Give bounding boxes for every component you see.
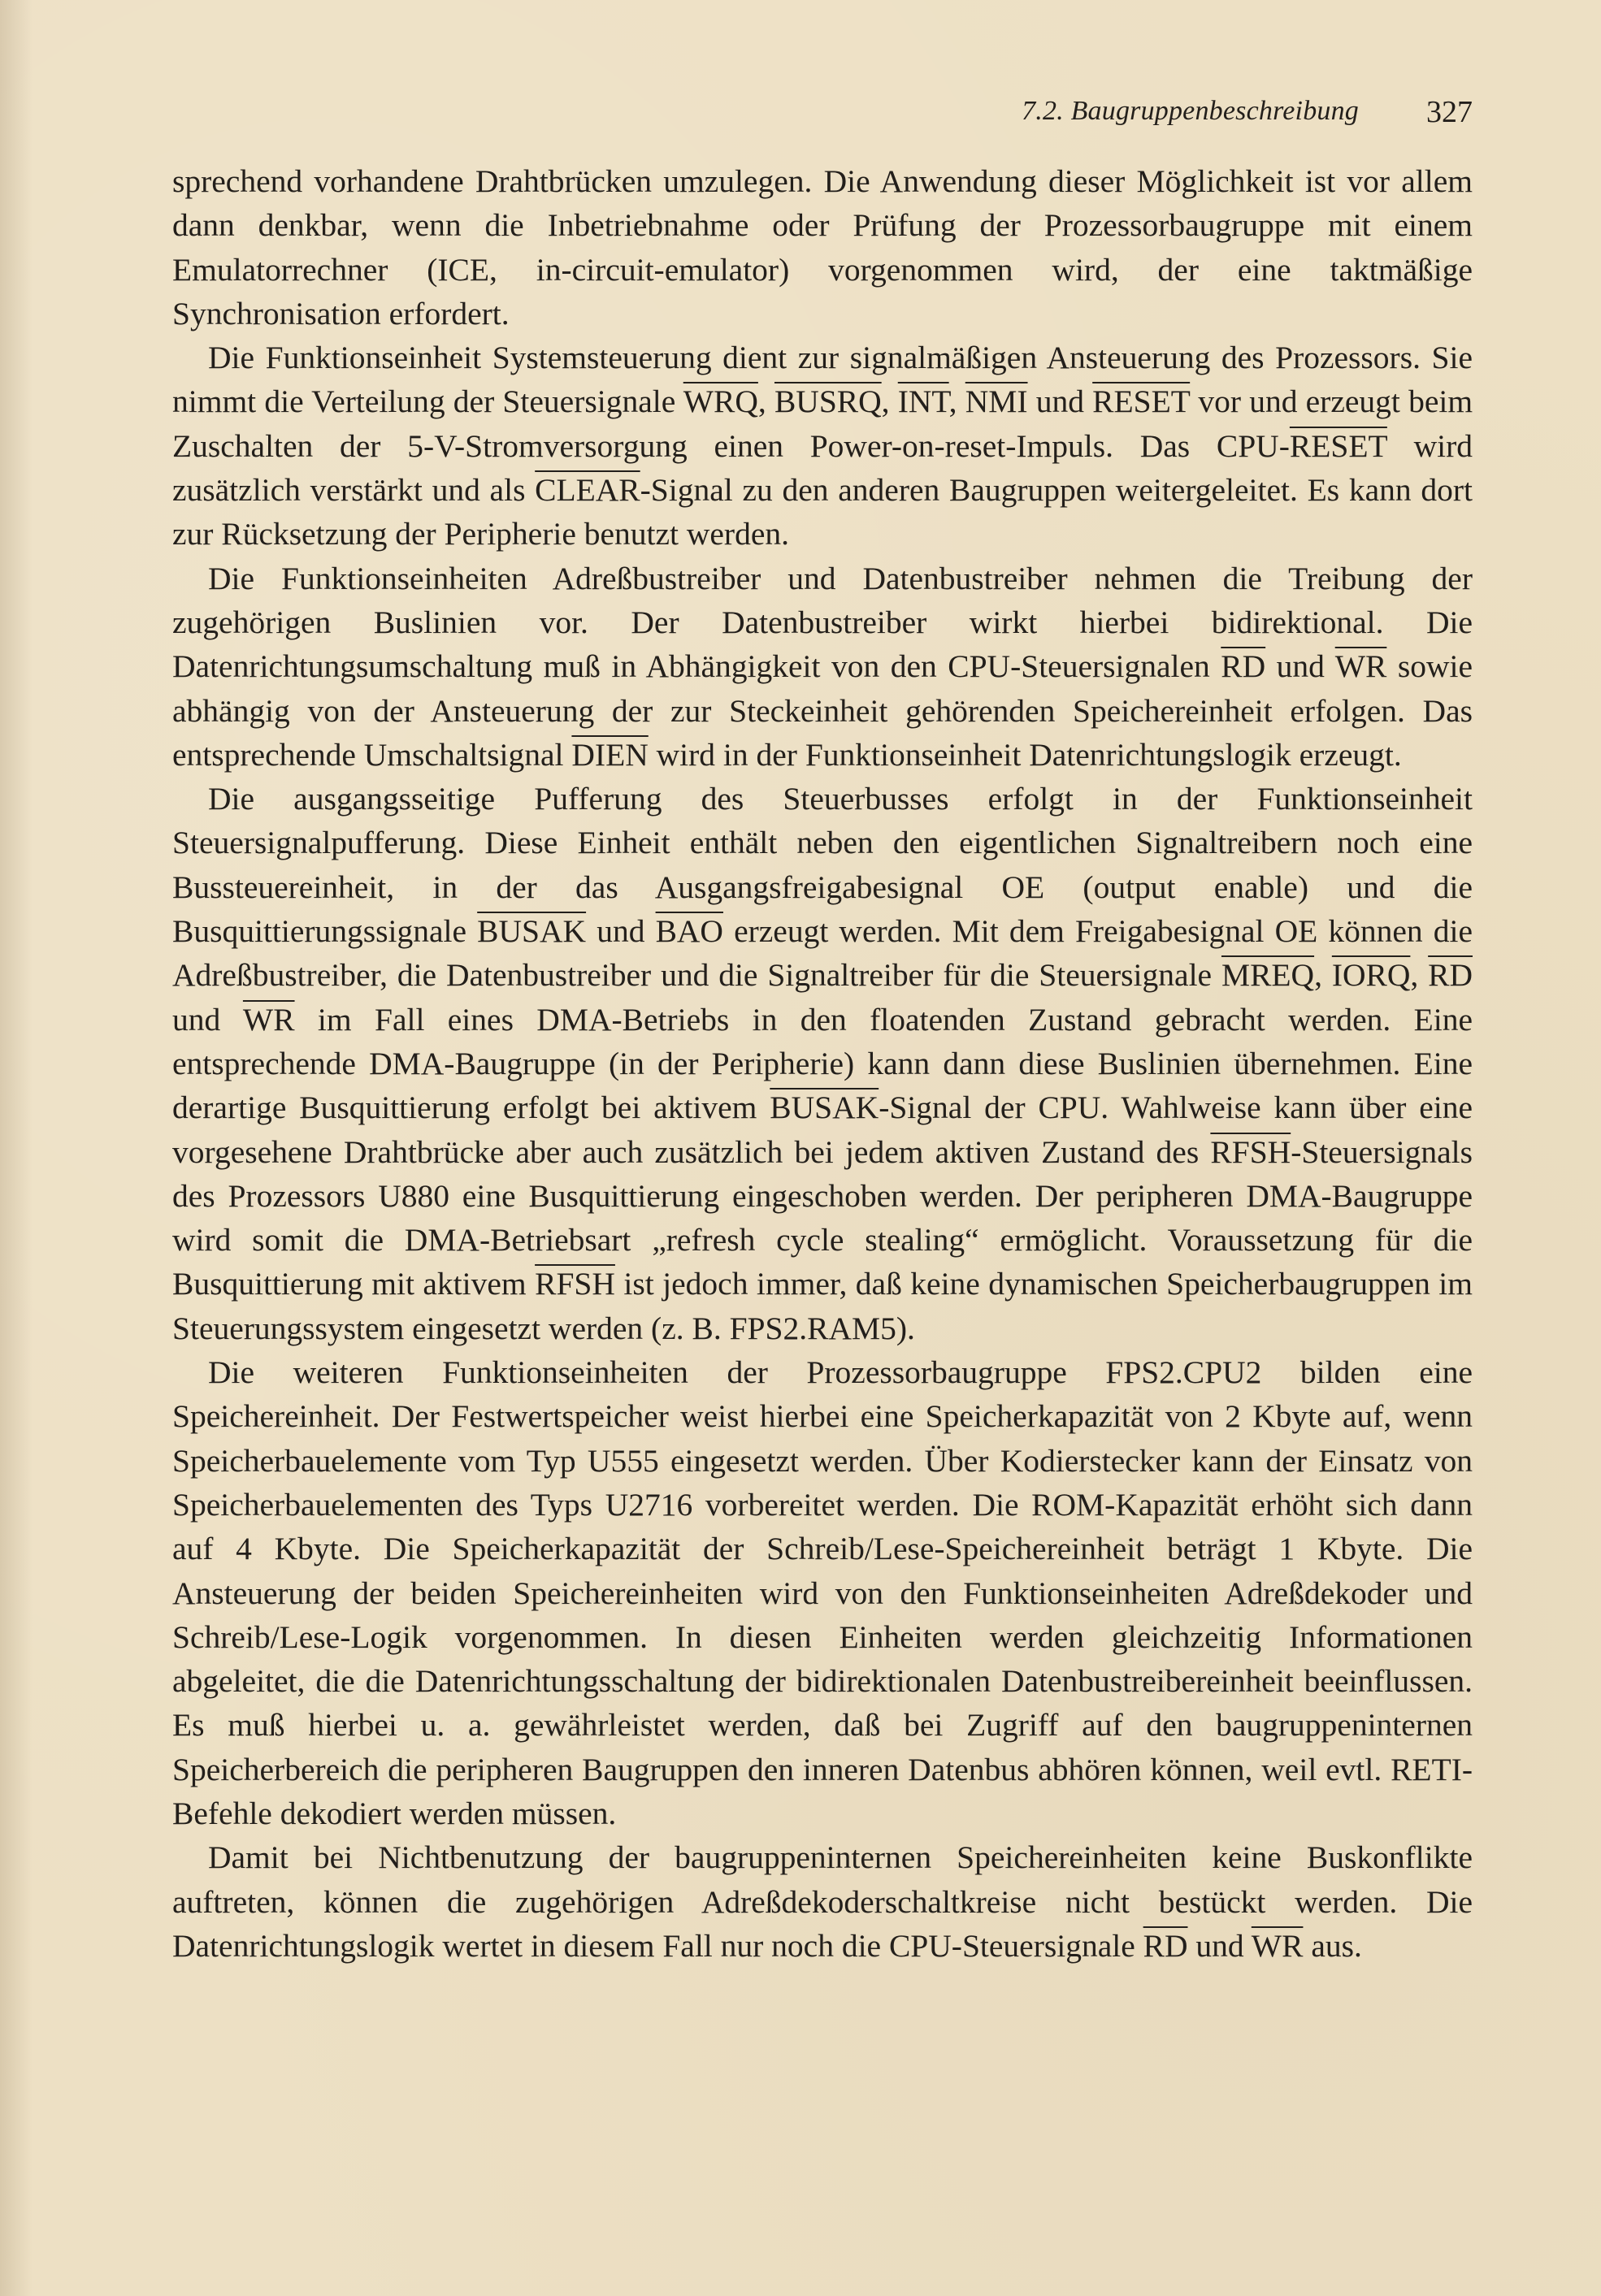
active-low-signal: BUSAK — [770, 1090, 879, 1126]
text-run: Die ausgangsseitige Pufferung des Steuerbusses erfolgt in der Funktionseinheit Steuersignalpufferung. Diese Einheit enthält neben den eigentlichen Signaltreibern noch eine Bussteuereinheit, in der das Ausgangsfreigabesignal OE (output enable) und die Busquittierungssignale — [172, 781, 1473, 950]
active-low-signal: $\overline{RD}$ — [1143, 1927, 1188, 1964]
body-text — [172, 159, 1473, 1968]
page-header — [172, 96, 1473, 136]
active-low-signal: RESET — [1289, 427, 1387, 464]
binding-shadow — [0, 0, 33, 2296]
active-low-signal: DIEN — [571, 736, 649, 773]
paragraph-5 — [172, 1350, 1473, 1835]
active-low-signal: $\overline{RD}$ — [1428, 957, 1473, 994]
active-low-signal: $\overline{WR}$ — [1334, 648, 1387, 685]
text-run: sowie abhängig von der Ansteuerung der zur Steckeinheit gehörenden Speichereinheit erfolgen. Das entsprechende Umschaltsignal — [172, 648, 1473, 773]
text-run: , — [1410, 957, 1429, 994]
text-run: Damit bei Nichtbenutzung der baugruppeninternen Speichereinheiten keine Buskonflikte auftreten, können die zugehörigen Adreßdekoderschaltkreise nicht bestückt werden. Die Datenrichtungslogik wertet in diesem Fall nur noch die CPU-Steuersignale — [172, 1839, 1473, 1964]
running-title: 7.2. Baugruppenbeschreibung — [1022, 96, 1359, 126]
active-low-signal: $\overline{INT}$ — [897, 383, 949, 420]
active-low-signal: $\overline{WR}$ — [242, 1001, 295, 1038]
active-low-signal: $\overline{BAO}$ — [655, 913, 723, 950]
text-run: und — [1265, 648, 1335, 685]
active-low-signal: MREQ — [1221, 957, 1315, 994]
text-run: sprechend vorhandene Drahtbrücken umzulegen. Die Anwendung dieser Möglichkeit ist vor allem dann denkbar, wenn die Inbetriebnahme oder Prüfung der Prozessorbaugruppe mit einem Emulatorrechner (ICE, in-circuit-emulator) vorgenommen wird, der eine taktmäßige Synchronisation erfordert. — [172, 163, 1473, 331]
paragraph-2 — [172, 336, 1473, 556]
text-run: im Fall eines DMA-Betriebs in den floatenden Zustand gebracht werden. Eine entsprechende DMA-Baugruppe (in der Peripherie) kann dann diese Buslinien übernehmen. Eine derartige Busquittierung erfolgt bei aktivem — [172, 1001, 1473, 1126]
paragraph-3 — [172, 557, 1473, 777]
active-low-signal: $\overline{RD}$ — [1221, 648, 1266, 685]
text-run: aus. — [1303, 1927, 1362, 1964]
text-run: -Steuersignals des Prozessors U880 eine Busquittierung eingeschoben werden. Der peripheren DMA-Baugruppe wird somit die DMA-Betriebsart „refresh cycle stealing“ ermöglicht. Voraussetzung für die Busquittierung mit aktivem — [172, 1133, 1473, 1302]
text-run: Die weiteren Funktionseinheiten der Prozessorbaugruppe FPS2.CPU2 bilden eine Speichereinheit. Der Festwertspeicher weist hierbei eine Speicherkapazität von 2 Kbyte auf, wenn Speicherbauelemente vom Typ U555 eingesetzt werden. Über Kodierstecker kann der Einsatz von Speicherbauelementen des Typs U2716 vorbereitet werden. Die ROM-Kapazität erhöht sich dann auf 4 Kbyte. Die Speicherkapazität der Schreib/Lese-Speichereinheit beträgt 1 Kbyte. Die Ansteuerung der beiden Speichereinheiten wird von den Funktionseinheiten Adreßdekoder und Schreib/Lese-Logik vorgenommen. In diesen Einheiten werden gleichzeitig Informationen abgeleitet, die die Datenrichtungsschaltung der bidirektionalen Datenbustreibereinheit beeinflussen. Es muß hierbei u. a. gewährleistet werden, daß bei Zugriff auf den baugruppeninternen Speicherbereich die peripheren Baugruppen den inneren Datenbus abhören können, weil evtl. RETI-Befehle dekodiert werden müssen. — [172, 1354, 1473, 1831]
text-run: ist jedoch immer, daß keine dynamischen Speicherbaugruppen im Steuerungssystem eingesetzt werden (z. B. FPS2.RAM5). — [172, 1266, 1473, 1346]
text-run: und — [172, 1001, 243, 1038]
paragraph-4 — [172, 777, 1473, 1350]
active-low-signal: $\overline{WRQ}$ — [683, 383, 758, 420]
text-run: wird zusätzlich verstärkt und als — [172, 427, 1473, 509]
text-run: und — [586, 913, 656, 950]
paragraph-1 — [172, 159, 1473, 336]
active-low-signal: IORQ — [1331, 957, 1411, 994]
text-run: vor und erzeugt beim Zuschalten der 5-V-Stromversorgung einen Power-on-reset-Impuls. Das CPU- — [172, 383, 1473, 464]
text-run: , — [948, 383, 965, 420]
text-run: Die Funktionseinheit Systemsteuerung dient zur signalmäßigen Ansteuerung des Prozessors. Sie nimmt die Verteilung der Steuersignale — [172, 340, 1473, 420]
text-run: erzeugt werden. Mit dem Freigabesignal OE können die Adreßbustreiber, die Datenbustreiber und die Signaltreiber für die Steuersignale — [172, 913, 1473, 994]
active-low-signal: BUSAK — [477, 913, 587, 950]
active-low-signal: $\overline{NMI}$ — [965, 383, 1028, 420]
text-run: und — [1187, 1927, 1252, 1964]
active-low-signal: CLEAR — [535, 472, 640, 509]
text-run: -Signal zu den anderen Baugruppen weitergeleitet. Es kann dort zur Rücksetzung der Peripherie benutzt werden. — [172, 472, 1473, 552]
text-run: -Signal der CPU. Wahlweise kann über eine vorgesehene Drahtbrücke aber auch zusätzlich bei jedem aktiven Zustand des — [172, 1090, 1473, 1170]
text-run: wird in der Funktionseinheit Datenrichtungslogik erzeugt. — [648, 736, 1402, 773]
text-run: , — [1314, 957, 1332, 994]
text-run: und — [1027, 383, 1093, 420]
active-low-signal: RFSH — [535, 1266, 615, 1302]
paragraph-6 — [172, 1835, 1473, 1968]
text-run: , — [881, 383, 898, 420]
text-run: Die Funktionseinheiten Adreßbustreiber und Datenbustreiber nehmen die Treibung der zugehörigen Buslinien vor. Der Datenbustreiber wirkt hierbei bidirektional. Die Datenrichtungsumschaltung muß in Abhängigkeit von den CPU-Steuersignalen — [172, 560, 1473, 685]
active-low-signal: RFSH — [1210, 1133, 1291, 1170]
text-run: , — [757, 383, 774, 420]
page-number: 327 — [1426, 95, 1473, 129]
active-low-signal: $\overline{WR}$ — [1251, 1927, 1304, 1964]
active-low-signal: BUSRQ — [774, 383, 882, 420]
active-low-signal: RESET — [1092, 383, 1191, 420]
